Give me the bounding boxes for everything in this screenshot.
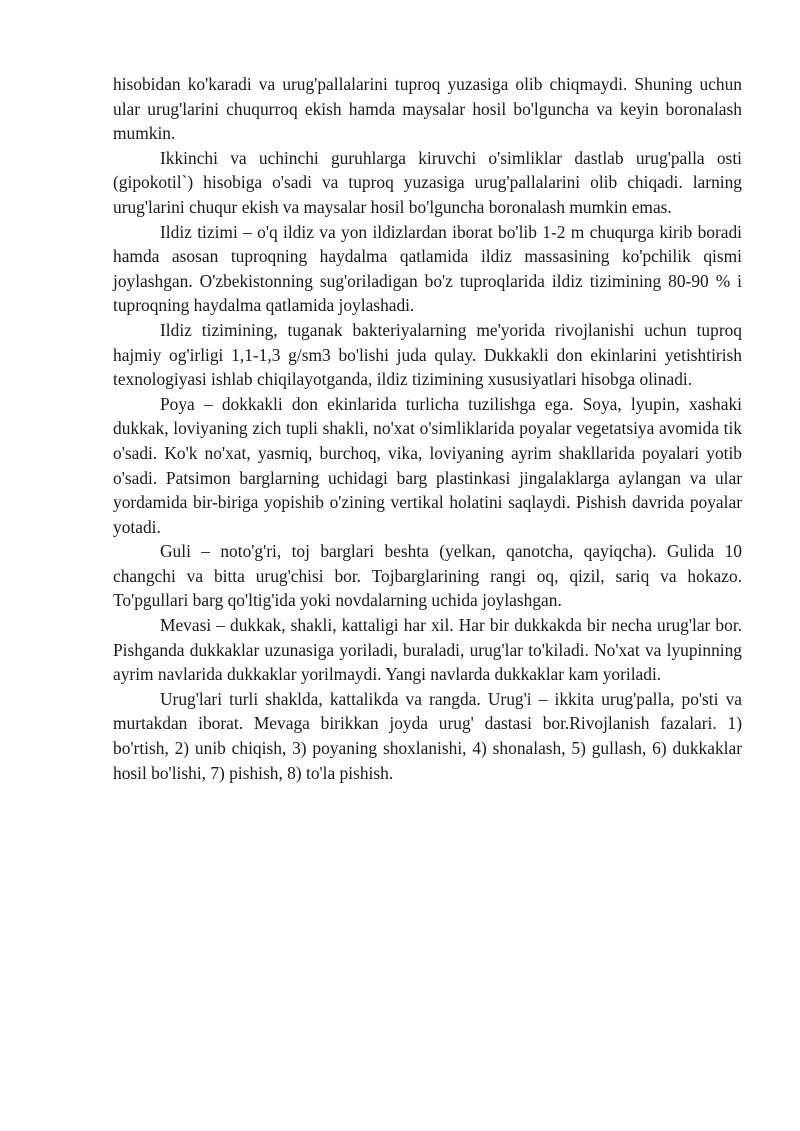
paragraph-seeds: Urug'lari turli shaklda, kattalikda va rangda. Urug'i – ikkita urug'palla, po'sti va murtakdan iborat. Mevaga birikkan joyda urug' dastasi bor.Rivojlanish fazalari. 1) bo'rtish, 2) unib chiqish, 3) poyaning shoxlanishi, 4) shonalash, 5) gullash, 6) dukkaklar hosil bo'lishi, 7) pishish, 8) to'la pishish. xyxy=(113,688,742,783)
paragraph-fruit: Mevasi – dukkak, shakli, kattaligi har xil. Har bir dukkakda bir necha urug'lar bor. Pishganda dukkaklar uzunasiga yoriladi, buraladi, urug'lar to'kiladi. No'xat va lyupinning ayrim navlarida dukkaklar yorilmaydi. Yangi navlarda dukkaklar kam yoriladi. xyxy=(113,615,742,685)
paragraph-root-system: Ildiz tizimi – o'q ildiz va yon ildizlardan iborat bo'lib 1-2 m chuqurga kirib boradi hamda asosan tuproqning haydalma qatlamida ildiz massasining ko'pchilik qismi joylashgan. O'zbekistonning sug'oriladigan bo'z tuproqlarida ildiz tizimining 80-90 % i tuproqning haydalma qatlamida joylashadi. xyxy=(113,221,742,316)
paragraph-seedling-groups: Ikkinchi va uchinchi guruhlarga kiruvchi o'simliklar dastlab urug'palla osti (gipokotil`) hisobiga o'sadi va tuproq yuzasiga urug'pallalarini olib chiqadi. larning urug'larini chuqur ekish va maysalar hosil bo'lguncha boronalash mumkin emas. xyxy=(113,147,742,217)
paragraph-continuation: hisobidan ko'karadi va urug'pallalarini tuproq yuzasiga olib chiqmaydi. Shuning uchun ular urug'larini chuqurroq ekish hamda maysalar hosil bo'lguncha va keyin boronalash mumkin. xyxy=(113,74,742,144)
document-page xyxy=(113,72,742,785)
paragraph-flower: Guli – noto'g'ri, toj barglari beshta (yelkan, qanotcha, qayiqcha). Gulida 10 changchi va bitta urug'chisi bor. Tojbarglarining rangi oq, qizil, sariq va hokazo. To'pgullari barg qo'ltig'ida yoki novdalarning uchida joylashgan. xyxy=(113,541,742,611)
paragraph-soil-density: Ildiz tizimining, tuganak bakteriyalarning me'yorida rivojlanishi uchun tuproq hajmiy og'irligi 1,1-1,3 g/sm3 bo'lishi juda qulay. Dukkakli don ekinlarini yetishtirish texnologiyasi ishlab chiqilayotganda, ildiz tizimining xususiyatlari hisobga olinadi. xyxy=(113,319,742,390)
paragraph-stem: Poya – dokkakli don ekinlarida turlicha tuzilishga ega. Soya, lyupin, xashaki dukkak, loviyaning zich tupli shakli, no'xat o'simliklarida poyalar vegetatsiya avomida tik o'sadi. Ko'k no'xat, yasmiq, burchoq, vika, loviyaning ayrim shakllarida poyalari yotib o'sadi. Patsimon barglarning uchidagi barg plastinkasi jingalaklarga aylangan va ular yordamida bir-biriga yopishib o'zining vertikal holatini saqlaydi. Pishish davrida poyalar yotadi. xyxy=(113,393,742,537)
